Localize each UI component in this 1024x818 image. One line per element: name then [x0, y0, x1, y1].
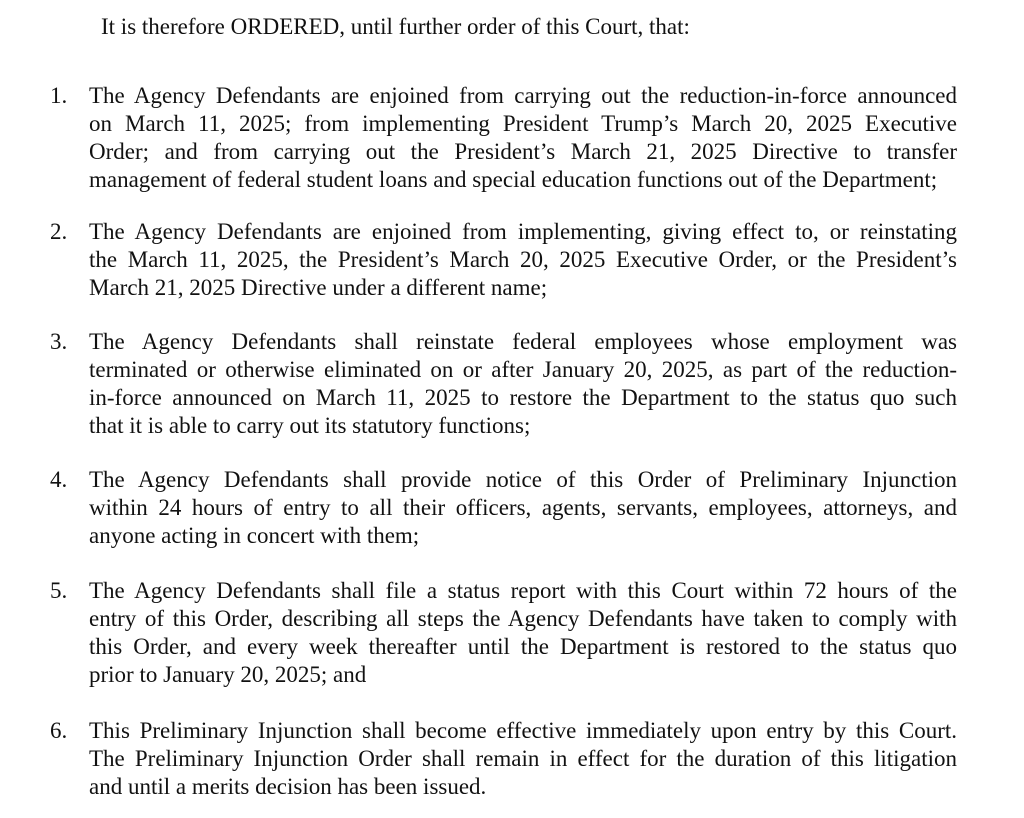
text-line: March 21, 2025 Directive under a different name;	[89, 275, 548, 300]
order-item-number: 3.	[50, 329, 68, 354]
text-line: prior to January 20, 2025; and	[89, 662, 367, 687]
text-line: on March 11, 2025; from implementing President Trump’s March 20, 2025 Executive	[89, 111, 957, 136]
order-item-text	[89, 218, 957, 302]
text-line: and until a merits decision has been issued.	[89, 774, 487, 799]
text-line: This Preliminary Injunction shall become effective immediately upon entry by this Court.	[89, 718, 957, 743]
text-line: this Order, and every week thereafter until the Department is restored to the status quo	[89, 634, 957, 659]
text-line: terminated or otherwise eliminated on or after January 20, 2025, as part of the reduction-	[89, 357, 957, 382]
text-line: management of federal student loans and special education functions out of the Department;	[89, 167, 938, 192]
text-line: The Agency Defendants are enjoined from implementing, giving effect to, or reinstating	[89, 219, 957, 244]
order-item-text	[89, 717, 957, 801]
order-item-number: 2.	[50, 219, 68, 244]
text-line: The Agency Defendants shall reinstate federal employees whose employment was	[89, 329, 957, 354]
text-line: The Agency Defendants are enjoined from carrying out the reduction-in-force announced	[89, 83, 957, 108]
text-line: that it is able to carry out its statutory functions;	[89, 413, 531, 438]
text-line: in-force announced on March 11, 2025 to restore the Department to the status quo such	[89, 385, 957, 410]
text-line: anyone acting in concert with them;	[89, 523, 420, 548]
order-item-text	[89, 466, 957, 550]
order-item-text	[89, 577, 957, 689]
text-line: The Agency Defendants shall provide notice of this Order of Preliminary Injunction	[89, 467, 957, 492]
text-line: Order; and from carrying out the President’s March 21, 2025 Directive to transfer	[89, 139, 957, 164]
text-line: The Agency Defendants shall file a status report with this Court within 72 hours of the	[89, 578, 957, 603]
order-item-text	[89, 328, 957, 440]
order-intro: It is therefore ORDERED, until further order of this Court, that:	[101, 14, 690, 39]
order-item-number: 5.	[50, 578, 68, 603]
order-item-number: 1.	[50, 83, 68, 108]
order-item-text	[89, 82, 957, 194]
order-item-number: 4.	[50, 467, 68, 492]
order-item-number: 6.	[50, 718, 68, 743]
text-line: the March 11, 2025, the President’s March 20, 2025 Executive Order, or the President’s	[89, 247, 957, 272]
text-line: entry of this Order, describing all steps the Agency Defendants have taken to comply with	[89, 606, 957, 631]
text-line: The Preliminary Injunction Order shall remain in effect for the duration of this litigation	[89, 746, 957, 771]
text-line: within 24 hours of entry to all their officers, agents, servants, employees, attorneys, and	[89, 495, 957, 520]
